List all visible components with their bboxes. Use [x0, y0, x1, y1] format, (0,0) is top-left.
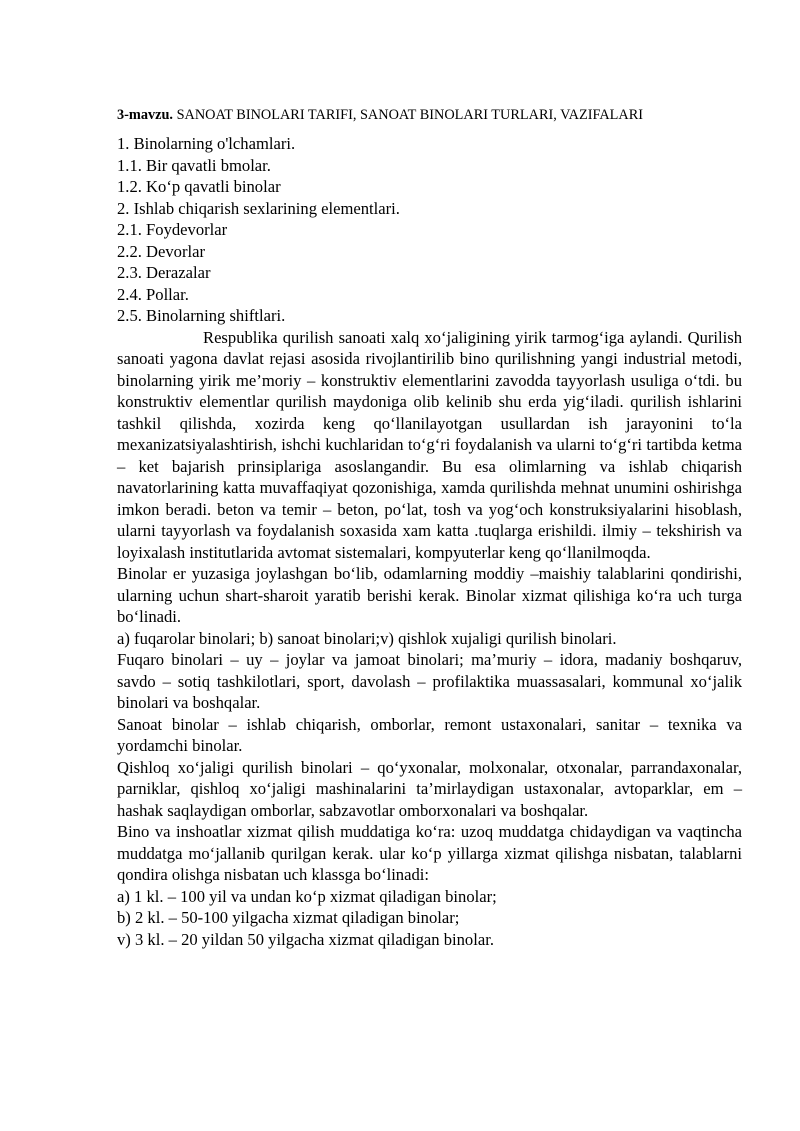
toc-item: 1. Binolarning o'lchamlari. [117, 134, 296, 153]
service-class-list [117, 886, 742, 951]
toc-item: 2.3. Derazalar [117, 263, 211, 282]
toc-item: 1.2. Ko‘p qavatli binolar [117, 177, 281, 196]
toc-item: 2.2. Devorlar [117, 241, 206, 261]
body-paragraph: Binolar er yuzasiga joylashgan bo‘lib, odamlarning moddiy –maishiy talablarini qondirishi, ularning uchun shart-sharoit yaratib berishi kerak. Binolar xizmat qilishiga ko‘ra uch turga bo‘linadi. [117, 564, 742, 626]
table-of-contents [117, 133, 742, 327]
document-page [117, 105, 742, 950]
body-paragraph: Sanoat binolar – ishlab chiqarish, omborlar, remont ustaxonalari, sanitar – texnika va yordamchi binolar. [117, 714, 742, 755]
toc-item: 2.1. Foydevorlar [117, 220, 228, 239]
list-item: v) 3 kl. – 20 yildan 50 yilgacha xizmat qiladigan binolar. [117, 929, 494, 949]
topic-title: SANOAT BINOLARI TARIFI, SANOAT BINOLARI TURLARI, VAZIFALARI [176, 107, 644, 123]
toc-item: 2.5. Binolarning shiftlari. [117, 306, 286, 325]
intro-paragraph: Respublika qurilish sanoati xalq xo‘jaligining yirik tarmog‘iga aylandi. Qurilish sanoati yagona davlat rejasi asosida rivojlantirilib bino qurilishning yangi industrial metodi, binolarning yirik me’moriy – konstruktiv elementlarini zavodda tayyorlash usuliga o‘tdi. bu konstruktiv elementlar qurilish maydoniga olib kelinib shu erda yig‘iladi. qurilish ishlarini tashkil qilishda, xozirda keng qo‘llanilayotgan usullardan ish jarayonini to‘la mexanizatsiyalashtirish, ishchi kuchlaridan to‘g‘ri foydalanish va ularni to‘g‘ri tartibda ketma – ket bajarish prinsiplariga asoslangandir. Bu esa olimlarning va ishlab chiqarish navatorlarining katta muvaffaqiyat qozonishiga, xamda qurilishda mehnat unumini oshirishga imkon beradi. beton va temir – beton, po‘lat, tosh va yog‘och konstruksiyalarini hisoblash, ularni tayyorlash va foydalanish soxasida xam katta .tuqlarga erishildi. ilmiy – tekshirish va loyixalash institutlarida avtomat sistemalari, kompyuterlar keng qo‘llanilmoqda. [117, 327, 742, 562]
toc-item: 1.1. Bir qavatli bmolar. [117, 155, 271, 175]
toc-item: 2.4. Pollar. [117, 284, 189, 304]
toc-item: 2. Ishlab chiqarish sexlarining elementlari. [117, 198, 400, 218]
building-types-list: a) fuqarolar binolari; b) sanoat binolari;v) qishlok xujaligi qurilish binolari. [117, 628, 617, 648]
body-paragraph: Bino va inshoatlar xizmat qilish muddatiga ko‘ra: uzoq muddatga chidaydigan va vaqtincha muddatga mo‘jallanib qurilgan kerak. ular ko‘p yillarga xizmat qilishga nisbatan, talablarni qondira olishga nisbatan uch klassga bo‘linadi: [117, 822, 742, 884]
list-item: a) 1 kl. – 100 yil va undan ko‘p xizmat qiladigan binolar; [117, 886, 497, 906]
body-paragraph: Qishloq xo‘jaligi qurilish binolari – qo‘yxonalar, molxonalar, otxonalar, parrandaxonalar, parniklar, qishloq xo‘jaligi mashinalarini ta’mirlaydigan ustaxonalar, avtoparklar, em – hashak saqlaydigan omborlar, sabzavotlar omborxonalari va boshqalar. [117, 757, 742, 820]
body-paragraph: Fuqaro binolari – uy – joylar va jamoat binolari; ma’muriy – idora, madaniy boshqaruv, savdo – sotiq tashkilotlari, sport, davolash – profilaktika muassasalari, kommunal xo‘jalik binolari va boshqalar. [117, 650, 742, 712]
topic-heading [117, 105, 742, 125]
list-item: b) 2 kl. – 50-100 yilgacha xizmat qiladigan binolar; [117, 908, 460, 927]
topic-number: 3-mavzu. [117, 107, 173, 123]
